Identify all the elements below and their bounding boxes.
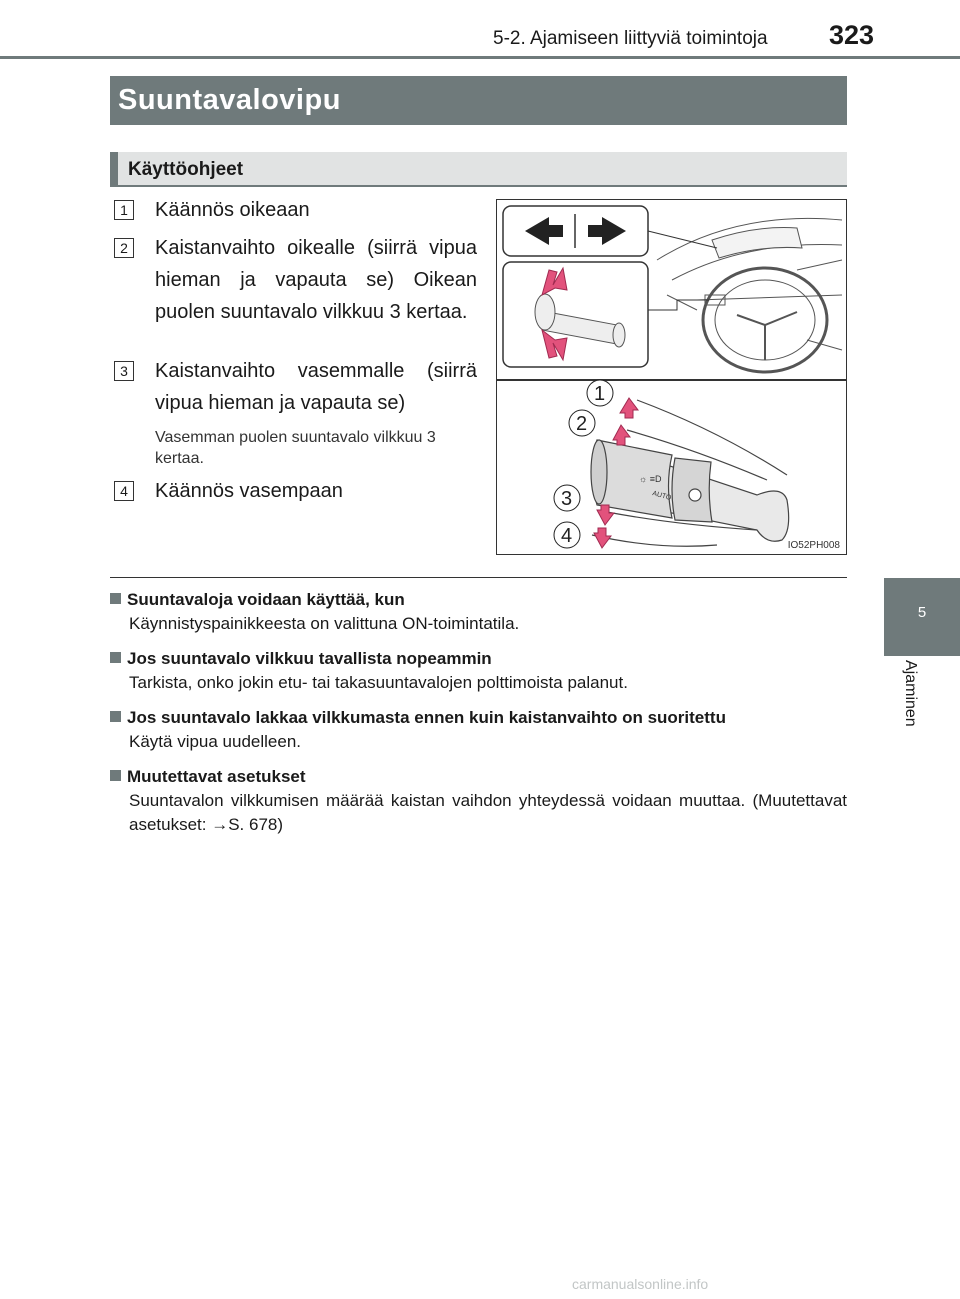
info-body: Käynnistyspainikkeesta on valittuna ON-toimintatila. (129, 614, 520, 633)
info-block (110, 588, 847, 636)
step-text: Kaistanvaihto oikealle (siirrä vipua hieman ja vapauta se) Oikean puolen suuntavalo vilkkuu 3 kertaa. (155, 237, 477, 323)
info-block (110, 765, 847, 837)
turn-signal-figure (496, 199, 847, 555)
section-divider (110, 577, 847, 578)
step-text: Käännös vasempaan (155, 480, 343, 502)
figure-callout: 3 (561, 488, 573, 510)
bullet-square-icon (110, 652, 121, 663)
turn-signal-illustration (497, 200, 846, 554)
subheading-accent (110, 152, 118, 185)
info-body: Suuntavalon vilkkumisen määrää kaistan vaihdon yhteydessä voidaan muuttaa. (Muutettavat asetukset: →S. 678) (129, 791, 847, 834)
info-title: Jos suuntavalo vilkkuu tavallista nopeammin (127, 649, 492, 668)
step-number: 3 (114, 361, 134, 381)
info-block (110, 706, 847, 754)
subheading: Käyttöohjeet (128, 159, 244, 180)
bullet-square-icon (110, 770, 121, 781)
figure-code: IO52PH008 (787, 540, 840, 551)
info-block (110, 647, 847, 695)
info-title: Muutettavat asetukset (127, 767, 306, 786)
section-title: 5-2. Ajamiseen liittyviä toimintoja (493, 28, 768, 49)
info-body: Käytä vipua uudelleen. (129, 732, 302, 751)
chapter-number: 5 (917, 604, 927, 621)
figure-callout: 1 (594, 383, 606, 405)
step-text: Kaistanvaihto vasemmalle (siirrä vipua hieman ja vapauta se) (155, 360, 477, 414)
lever-auto-label: AUTO (651, 490, 672, 502)
step-number: 2 (114, 238, 134, 258)
info-title: Jos suuntavalo lakkaa vilkkumasta ennen kuin kaistanvaihto on suoritettu (127, 708, 726, 727)
page-heading-bar (110, 76, 847, 125)
info-body: Tarkista, onko jokin etu- tai takasuuntavalojen polttimoista palanut. (129, 673, 628, 692)
footer-watermark: carmanualsonline.info (572, 1276, 709, 1292)
page-number: 323 (829, 20, 875, 50)
page-heading: Suuntavalovipu (118, 84, 341, 116)
step-3-note: Vasemman puolen suuntavalo vilkkuu 3 kertaa. (155, 429, 436, 467)
chapter-tab (884, 578, 960, 656)
lever-symbol: ☼ ≡D (639, 474, 662, 484)
lever-inset (503, 262, 648, 367)
step-text: Käännös oikeaan (155, 199, 310, 221)
figure-callout: 4 (561, 525, 573, 547)
figure-callout: 2 (576, 413, 588, 435)
step-number: 1 (114, 200, 134, 220)
header-rule (0, 56, 960, 59)
info-title: Suuntavaloja voidaan käyttää, kun (127, 590, 405, 609)
chapter-label: Ajaminen (902, 660, 919, 727)
bullet-square-icon (110, 711, 121, 722)
step-number: 4 (114, 481, 134, 501)
subheading-bar (110, 152, 847, 187)
bullet-square-icon (110, 593, 121, 604)
